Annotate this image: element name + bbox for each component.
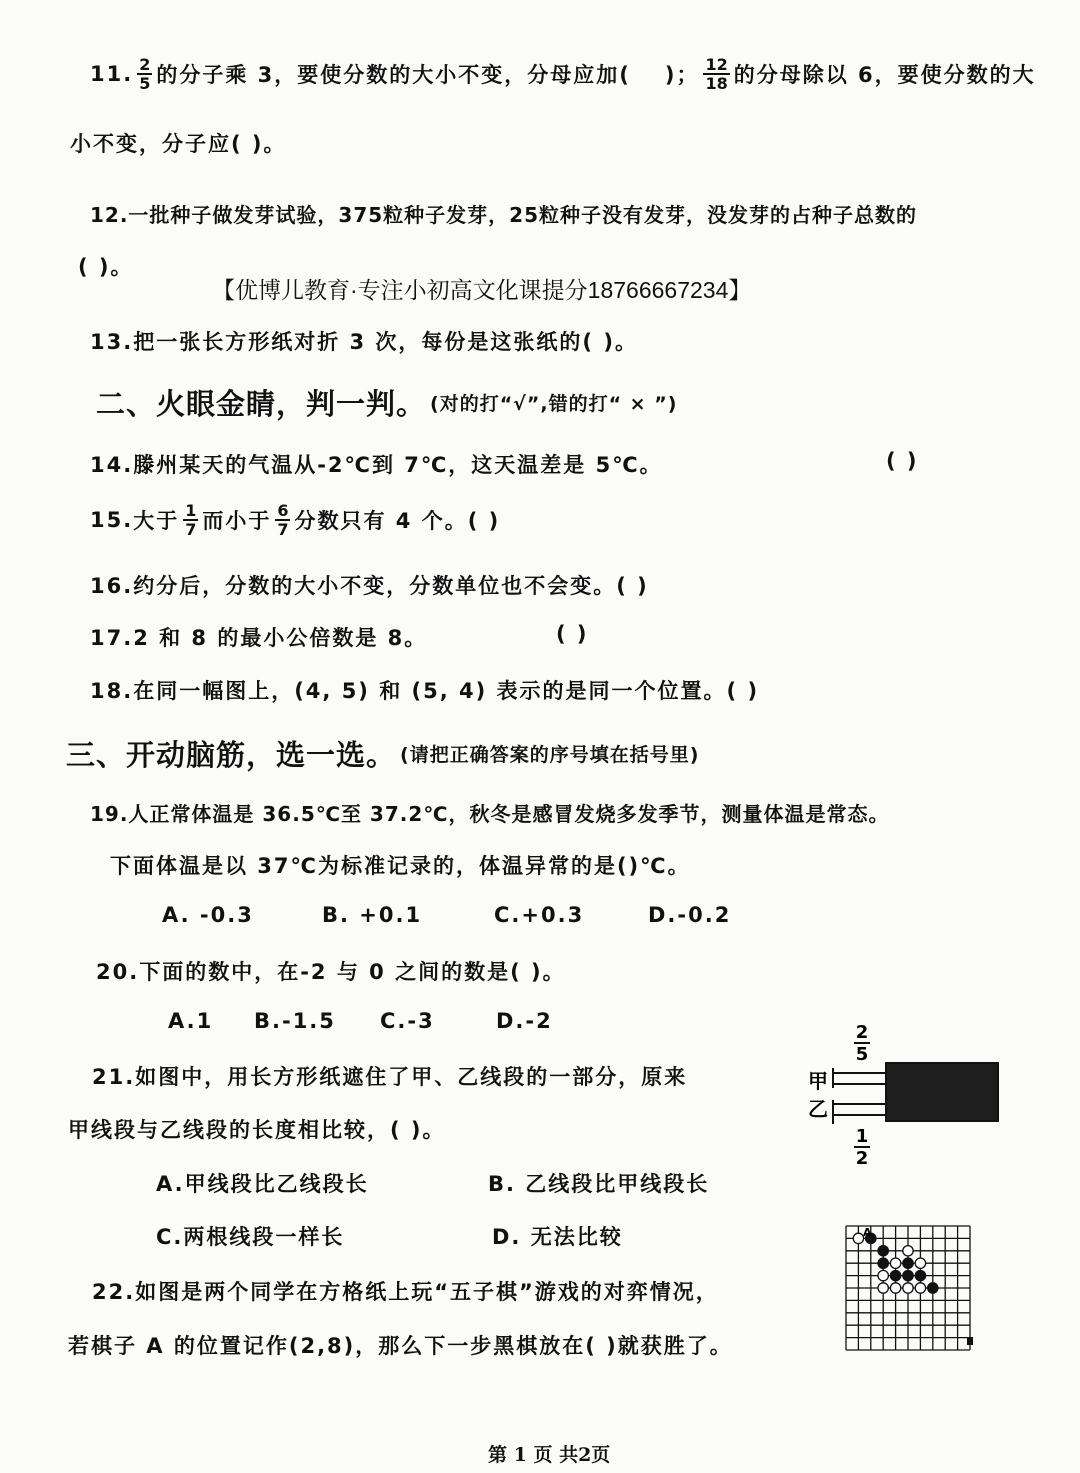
q14-text: 14.滕州某天的气温从-2℃到 7℃，这天温差是 5℃。 (90, 453, 663, 477)
q17-blank[interactable]: ( ) (556, 622, 589, 646)
white-stone (890, 1283, 900, 1293)
q20-line1: 20.下面的数中，在-2 与 0 之间的数是( )。 (96, 960, 566, 984)
white-stone (915, 1283, 925, 1293)
ad-banner: 【优博儿教育·专注小初高文化课提分18766667234】 (212, 277, 752, 303)
q20-option-b[interactable]: B.-1.5 (254, 1009, 336, 1033)
q21-top-frac-denominator: 5 (855, 1044, 869, 1065)
q19-option-a[interactable]: A. -0.3 (162, 903, 254, 927)
section3-heading (66, 733, 699, 774)
q22-line2: 若棋子 A 的位置记作(2,8)，那么下一步黑棋放在( )就获胜了。 (68, 1334, 733, 1358)
q11-frac1-denominator: 5 (139, 74, 151, 93)
q21-line1: 21.如图中，用长方形纸遮住了甲、乙线段的一部分，原来 (92, 1065, 688, 1089)
q21-segment-figure (800, 1020, 1000, 1170)
q11-fraction-2 (703, 56, 729, 92)
q11-text-2: )； (664, 63, 700, 87)
black-stone (928, 1283, 938, 1293)
q19-option-b[interactable]: B. +0.1 (322, 903, 423, 927)
black-stone (915, 1270, 925, 1280)
q18-text: 18.在同一幅图上，(4, 5) 和 (5, 4) 表示的是同一个位置。( ) (90, 679, 760, 703)
q21-option-d[interactable]: D. 无法比较 (492, 1225, 623, 1249)
section2-heading (96, 382, 677, 423)
q19-option-c[interactable]: C.+0.3 (494, 903, 585, 927)
q13-text: 13.把一张长方形纸对折 3 次，每份是这张纸的( )。 (90, 330, 638, 354)
white-stone (903, 1246, 913, 1256)
black-stone (903, 1270, 913, 1280)
q21-option-c[interactable]: C.两根线段一样长 (156, 1225, 345, 1249)
q11-text-1: 的分子乘 3，要使分数的大小不变，分母应加( (156, 63, 631, 87)
q20-option-d[interactable]: D.-2 (496, 1009, 553, 1033)
q15-frac2-denominator: 7 (277, 520, 289, 539)
q21-line2: 甲线段与乙线段的长度相比较，( )。 (68, 1118, 446, 1142)
q21-option-a[interactable]: A.甲线段比乙线段长 (156, 1172, 369, 1196)
q12-line2: ( )。 (78, 255, 134, 279)
q22-line1: 22.如图是两个同学在方格纸上玩“五子棋”游戏的对弈情况， (92, 1280, 719, 1304)
q15-text-3: 分数只有 4 个。( ) (294, 509, 501, 533)
q11-text-3: 的分母除以 6，要使分数的大 (733, 63, 1036, 87)
q19-line1: 19.人正常体温是 36.5℃至 37.2℃，秋冬是感冒发烧多发季节，测量体温是常态。 (90, 802, 890, 826)
black-stone (903, 1258, 913, 1268)
q22-corner-mark (967, 1337, 973, 1345)
white-stone (878, 1283, 888, 1293)
q20-option-c[interactable]: C.-3 (380, 1009, 435, 1033)
q15-text-2: 而小于 (202, 509, 272, 533)
q12-line1: 12.一批种子做发芽试验，375粒种子发芽，25粒种子没有发芽，没发芽的占种子总数的 (90, 203, 918, 227)
black-stone (878, 1246, 888, 1256)
q15-fraction-1 (183, 502, 198, 538)
q19-option-d[interactable]: D.-0.2 (648, 903, 732, 927)
q11-frac2-denominator: 18 (705, 74, 728, 93)
q21-bottom-frac-denominator: 2 (855, 1148, 869, 1169)
white-stone (890, 1258, 900, 1268)
q11-line2: 小不变，分子应( )。 (70, 132, 287, 156)
black-stone (878, 1258, 888, 1268)
q11-line1 (90, 56, 1036, 92)
section3-note: (请把正确答案的序号填在括号里) (400, 744, 700, 766)
q15-line (90, 502, 500, 538)
q11-fraction-1 (137, 56, 152, 92)
q21-top-frac-numerator: 2 (855, 1022, 869, 1043)
q19-line2: 下面体温是以 37℃为标准记录的，体温异常的是()℃。 (110, 854, 691, 878)
black-stone (890, 1270, 900, 1280)
page-footer: 第 1 页 共2页 (488, 1444, 611, 1466)
q15-frac2-numerator: 6 (277, 501, 289, 520)
section2-title: 二、火眼金睛，判一判。 (96, 387, 427, 421)
q20-option-a[interactable]: A.1 (168, 1009, 214, 1033)
q22-gomoku-board (840, 1220, 980, 1350)
q11-frac1-numerator: 2 (139, 55, 151, 74)
section3-title: 三、开动脑筋，选一选。 (66, 738, 397, 772)
q21-cover-paper (886, 1063, 998, 1121)
q21-label-yi: 乙 (808, 1097, 828, 1121)
q15-fraction-2 (275, 502, 290, 538)
q15-text-1: 大于 (133, 509, 180, 533)
q15-number: 15. (90, 508, 134, 532)
white-stone (903, 1283, 913, 1293)
q15-frac1-numerator: 1 (185, 501, 197, 520)
q21-option-b[interactable]: B. 乙线段比甲线段长 (488, 1172, 710, 1196)
q11-number: 11. (90, 62, 134, 86)
q16-text: 16.约分后，分数的大小不变，分数单位也不会变。( ) (90, 574, 649, 598)
q22-label-a: A (863, 1226, 872, 1239)
q14-blank[interactable]: ( ) (886, 449, 919, 473)
section2-note: (对的打“√”,错的打“ × ”) (430, 393, 678, 415)
white-stone (915, 1258, 925, 1268)
q11-frac2-numerator: 12 (705, 55, 728, 74)
q17-text: 17.2 和 8 的最小公倍数是 8。 (90, 626, 428, 650)
q21-bottom-frac-numerator: 1 (855, 1126, 869, 1147)
white-stone (878, 1270, 888, 1280)
q15-frac1-denominator: 7 (185, 520, 197, 539)
q21-label-jia: 甲 (808, 1069, 828, 1093)
